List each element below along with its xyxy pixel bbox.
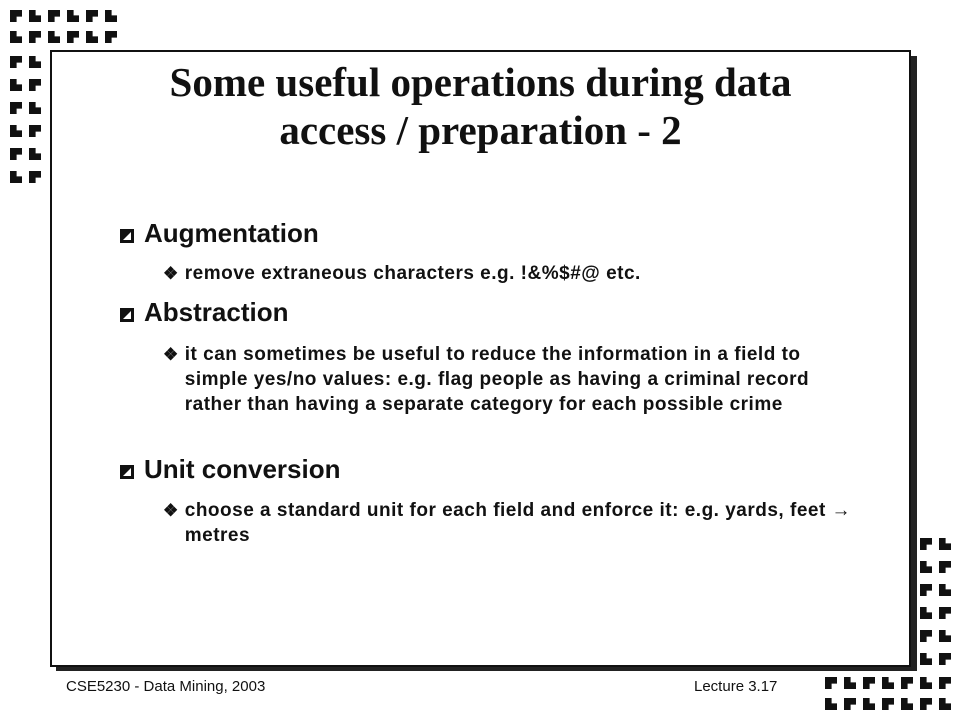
sub-bullet-unit-conversion bbox=[163, 498, 853, 548]
bullet-abstraction bbox=[120, 297, 288, 328]
title-line-1: Some useful operations during data bbox=[169, 59, 792, 105]
footer-lecture: Lecture 3.17 bbox=[694, 678, 778, 695]
bullet-label: Augmentation bbox=[144, 218, 319, 248]
sub-bullet-icon: ❖ bbox=[163, 264, 179, 283]
sub-bullet-augmentation bbox=[163, 261, 853, 286]
bullet-label: Unit conversion bbox=[144, 454, 341, 484]
footer-course: CSE5230 - Data Mining, 2003 bbox=[66, 678, 266, 695]
bullet-unit-conversion bbox=[120, 454, 340, 485]
sub-bullet-icon: ❖ bbox=[163, 501, 179, 520]
sub-bullet-text: it can sometimes be useful to reduce the information in a field to simple yes/no values: e.g. flag people as having a criminal record rather than having a separate category for each possible crime bbox=[184, 344, 810, 415]
bullet-label: Abstraction bbox=[144, 297, 289, 327]
sub-bullet-text: choose a standard unit for each field and enforce it: e.g. yards, feet → metres bbox=[184, 500, 852, 546]
title-line-2: access / preparation - 2 bbox=[279, 107, 682, 153]
bullet-augmentation bbox=[120, 218, 319, 249]
bullet-icon bbox=[120, 308, 134, 322]
sub-bullet-abstraction bbox=[163, 342, 853, 417]
slide-frame bbox=[50, 50, 911, 667]
slide-title bbox=[52, 58, 909, 154]
bullet-icon bbox=[120, 229, 134, 243]
sub-bullet-icon: ❖ bbox=[163, 345, 179, 364]
sub-bullet-text: remove extraneous characters e.g. !&%$#@ etc. bbox=[184, 263, 641, 284]
bullet-icon bbox=[120, 465, 134, 479]
